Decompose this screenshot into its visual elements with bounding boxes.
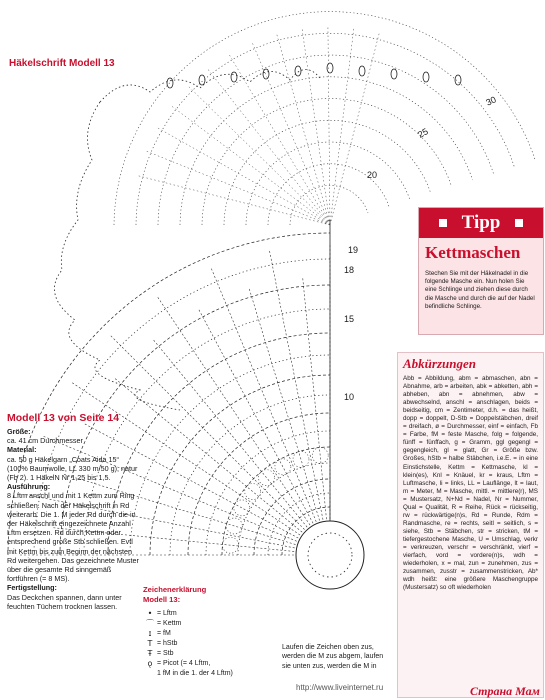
modell-title: Modell 13 von Seite 14 bbox=[7, 412, 120, 424]
legend-item bbox=[143, 609, 233, 619]
chain-stitch-icon: • bbox=[147, 609, 153, 618]
legend-title-line: Zeichenerklärung bbox=[143, 585, 207, 594]
legend-item bbox=[143, 649, 233, 659]
slip-stitch-icon: ⌒ bbox=[146, 619, 154, 628]
row-number: 10 bbox=[344, 392, 355, 402]
legend-item bbox=[143, 629, 233, 639]
chart-stroke bbox=[180, 77, 473, 225]
chart-stroke bbox=[359, 66, 365, 76]
chart-stroke bbox=[202, 99, 452, 225]
row-number: 20 bbox=[367, 170, 378, 180]
chart-stroke bbox=[268, 493, 330, 555]
chart-stroke bbox=[295, 66, 301, 76]
chart-stroke bbox=[308, 533, 352, 577]
chart-stroke bbox=[167, 78, 173, 88]
tipp-subtitle: Kettmaschen bbox=[425, 243, 521, 262]
row-number: 19 bbox=[348, 245, 359, 255]
material-text: ca. 50 g Häkelgarn „Coats Aida 15“ (100% Baumwolle, LL 330 m/50 g), natur (Fb 2). 1 HäkelN Nr 1,25 bis 1,5. bbox=[7, 454, 138, 483]
chart-stroke bbox=[246, 142, 410, 225]
chart-stroke bbox=[263, 69, 269, 79]
modell-instructions bbox=[7, 427, 139, 611]
watermark-brand: Страна Мам bbox=[470, 684, 540, 698]
finishing-text: Das Deckchen spannen, dann unter feuchten Tüchern trocknen lassen. bbox=[7, 592, 122, 611]
abbreviations-text: Abb = Abbildung, abm = abmaschen, abn = Abnahme, arb = arbeiten, abk = abketten, abh = abheben, abn = abnehmen, abw = abwechselnd, anschl = anschlagen, beids = beidseitig, cm = Zentimeter, d.h. = das heißt, dopp = doppelt, D-Stb = Doppelstäbchen, dreif = dreifach, ø = Durchmesser, einf = einfach, Fb = Farbe, fM = feste Masche, folg = folgende, fünff = fünffach, g = Gramm, ggl gegengl = gegengleich, gl = glatt, Gr = Größe bzw. Großes, hStb = halbe Stäbchen, i.e.E. = in eine Einstichstelle, Kettm = Kettmasche, kl = klein(es), Knl = Knäuel, kr = kraus, Lftm = Luftmasche, li = links, LL = Lauflänge, lt = laut, m = Meter, M = Masche, mittl. = mittlere(r), MS = Mustersatz, N+Nd = Nadel, Nr = Nummer, Qual = Qualität, R = Reihe, Rück = rückseitig, rw = rückwärtige(n)s, Rd = Runde, Rdm = Randmasche, re = rechts, seitl = seitlich, s = siehe, Stb = Stäbchen, str = stricken, tM = tiefergestochene Masche, U = Umschlag, verkr = verkreuzen, verschr = verschränkt, vierf = vierfach, vord = vordere(n)s, wdh = wiederholen, x = mal, zun = zunehmen, zus = zusammen, zusstr = zusammenstricken, Ab* wdh heißt: eine größere Maschengruppe (Mustersatz) so oft wiederholen bbox=[403, 375, 538, 592]
size-text: ca. 41 cm Durchmesser bbox=[7, 436, 83, 446]
chart-stroke bbox=[156, 127, 330, 225]
chart-stroke bbox=[100, 69, 320, 102]
chart-stroke bbox=[54, 102, 180, 410]
legend-item bbox=[143, 639, 233, 649]
legend-title bbox=[143, 585, 206, 605]
chart-stroke bbox=[234, 500, 250, 516]
row-number: 18 bbox=[344, 265, 355, 275]
chart-stroke bbox=[199, 75, 205, 85]
abbreviations-box bbox=[397, 352, 544, 698]
row-number: 15 bbox=[344, 314, 355, 324]
legend-label: = Lftm bbox=[157, 610, 177, 617]
execution-text: 8 Lftm anschl und mit 1 Kettm zum Ring schließen. Nach der Häkelschrift in Rd weiterarb. Die 1. M jeder Rd durch die in der Häkelschrift eingezeichnete Anzahl Lftm ersetzen. Rd durch Kettm oder entsprechend große Stb schließen. Evtl mit Kettm bis zum Beginn der nächsten Rd weitergehen. Das gezeichnete Muster über die gesamte Rd sinngemäß fortführen (= 8 MS). bbox=[7, 491, 139, 584]
symbol-note: Laufen die Zeichen oben zus, werden die M zus abgem, laufen sie unten zus, werden die M in bbox=[282, 644, 384, 670]
legend-label: = hStb bbox=[157, 640, 178, 647]
chart-stroke bbox=[187, 85, 330, 225]
chart-stroke bbox=[302, 27, 330, 225]
row-number: 25 bbox=[416, 126, 430, 140]
legend-label: = Picot (= 4 Lftm, bbox=[157, 660, 211, 667]
double-crochet-icon: Ŧ bbox=[147, 649, 153, 658]
chart-stroke bbox=[144, 150, 330, 225]
chart-stroke bbox=[312, 447, 328, 463]
chart-stroke bbox=[296, 521, 364, 589]
chart-stroke bbox=[211, 269, 316, 522]
tipp-box bbox=[418, 207, 544, 335]
chart-stroke bbox=[249, 287, 320, 520]
tipp-text: Stechen Sie mit der Häkelnadel in die folgende Masche ein. Nun holen Sie eine Schlinge und ziehen diese durch die Masche und durch die auf der Nadel befindliche Schlinge. bbox=[425, 270, 535, 310]
legend-label: = Kettm bbox=[157, 620, 182, 627]
tipp-heading: Tipp bbox=[419, 208, 543, 238]
size-label: Größe: bbox=[7, 427, 31, 436]
legend-title-line: Modell 13: bbox=[143, 595, 181, 604]
chart-stroke bbox=[158, 297, 310, 525]
chart-stroke bbox=[327, 63, 333, 73]
chart-stroke bbox=[226, 518, 242, 534]
row-number: 30 bbox=[484, 94, 498, 108]
finishing-label: Fertigstellung: bbox=[7, 583, 57, 593]
watermark-url: http://www.liveinternet.ru bbox=[296, 683, 384, 692]
chart-stroke bbox=[114, 12, 535, 225]
chart-stroke bbox=[224, 120, 431, 225]
chart-stroke bbox=[252, 41, 330, 225]
half-double-icon: T bbox=[147, 639, 153, 648]
chart-stroke bbox=[222, 537, 238, 553]
chart-stroke bbox=[290, 185, 368, 225]
legend-label: = Stb bbox=[157, 650, 174, 657]
legend bbox=[143, 609, 233, 679]
chart-stroke bbox=[111, 336, 305, 530]
legend-item bbox=[143, 659, 233, 669]
abbreviations-title: Abkürzungen bbox=[403, 356, 476, 371]
chart-title: Häkelschrift Modell 13 bbox=[9, 58, 115, 69]
chart-stroke bbox=[207, 68, 330, 225]
chart-stroke bbox=[423, 72, 429, 82]
legend-label: = fM bbox=[157, 630, 171, 637]
chart-stroke bbox=[231, 72, 237, 82]
chart-stroke bbox=[391, 69, 397, 79]
legend-item bbox=[143, 619, 233, 629]
execution-label: Ausführung: bbox=[7, 482, 51, 492]
legend-item bbox=[143, 669, 233, 679]
picot-icon: ǫ bbox=[147, 659, 153, 668]
material-label: Material: bbox=[7, 445, 37, 455]
chart-stroke bbox=[136, 33, 514, 225]
legend-label: 1 fM in die 1. der 4 Lftm) bbox=[157, 670, 233, 677]
chart-stroke bbox=[158, 55, 493, 225]
single-crochet-icon: ɪ bbox=[148, 629, 152, 638]
